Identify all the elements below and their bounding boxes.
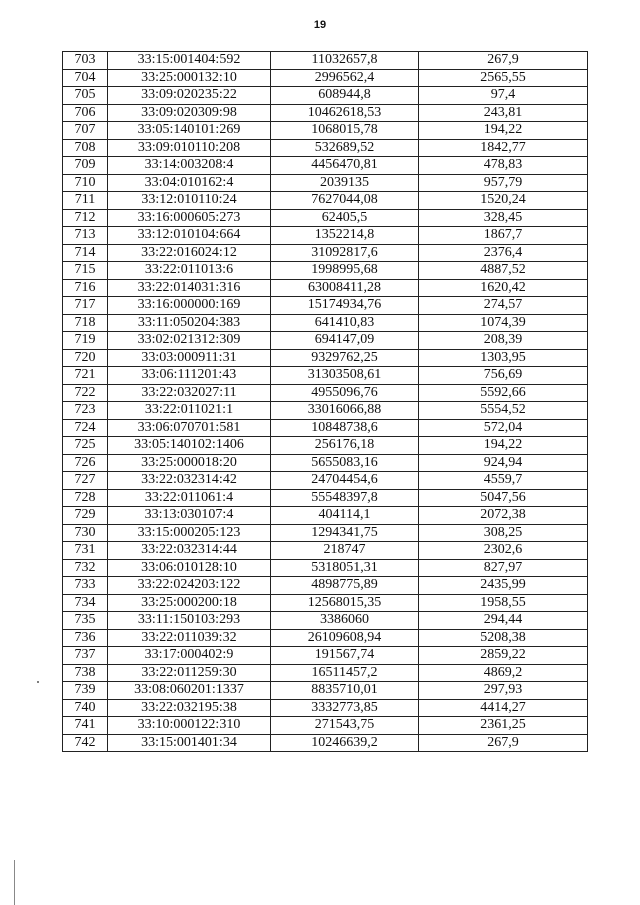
cadastral-number-cell: 33:22:016024:12 — [108, 244, 271, 262]
value-cell: 33016066,88 — [271, 402, 419, 420]
row-number-cell: 710 — [63, 174, 108, 192]
cadastral-number-cell: 33:22:011259:30 — [108, 664, 271, 682]
cadastral-number-cell: 33:17:000402:9 — [108, 647, 271, 665]
cadastral-number-cell: 33:16:000605:273 — [108, 209, 271, 227]
row-number-cell: 740 — [63, 699, 108, 717]
scan-margin-line — [14, 860, 15, 905]
value-cell: 24704454,6 — [271, 472, 419, 490]
value-cell: 2039135 — [271, 174, 419, 192]
data-table — [62, 51, 588, 752]
table-row — [63, 314, 588, 332]
row-number-cell: 727 — [63, 472, 108, 490]
value-cell: 404114,1 — [271, 507, 419, 525]
cadastral-number-cell: 33:22:011061:4 — [108, 489, 271, 507]
row-number-cell: 706 — [63, 104, 108, 122]
table-row — [63, 629, 588, 647]
table-row — [63, 69, 588, 87]
row-number-cell: 738 — [63, 664, 108, 682]
table-row — [63, 542, 588, 560]
cadastral-number-cell: 33:09:020309:98 — [108, 104, 271, 122]
row-number-cell: 714 — [63, 244, 108, 262]
amount-cell: 4414,27 — [419, 699, 588, 717]
row-number-cell: 716 — [63, 279, 108, 297]
table-row — [63, 192, 588, 210]
amount-cell: 297,93 — [419, 682, 588, 700]
table-row — [63, 367, 588, 385]
cadastral-number-cell: 33:25:000132:10 — [108, 69, 271, 87]
amount-cell: 97,4 — [419, 87, 588, 105]
amount-cell: 2361,25 — [419, 717, 588, 735]
amount-cell: 194,22 — [419, 122, 588, 140]
value-cell: 55548397,8 — [271, 489, 419, 507]
cadastral-number-cell: 33:13:030107:4 — [108, 507, 271, 525]
row-number-cell: 730 — [63, 524, 108, 542]
amount-cell: 5208,38 — [419, 629, 588, 647]
table-row — [63, 122, 588, 140]
table-row — [63, 664, 588, 682]
table-body — [63, 52, 588, 752]
row-number-cell: 742 — [63, 734, 108, 752]
amount-cell: 957,79 — [419, 174, 588, 192]
table-row — [63, 717, 588, 735]
value-cell: 3386060 — [271, 612, 419, 630]
amount-cell: 2302,6 — [419, 542, 588, 560]
value-cell: 12568015,35 — [271, 594, 419, 612]
cadastral-number-cell: 33:25:000018:20 — [108, 454, 271, 472]
cadastral-number-cell: 33:25:000200:18 — [108, 594, 271, 612]
value-cell: 31092817,6 — [271, 244, 419, 262]
cadastral-number-cell: 33:06:010128:10 — [108, 559, 271, 577]
scan-speck — [37, 681, 39, 683]
value-cell: 532689,52 — [271, 139, 419, 157]
value-cell: 1352214,8 — [271, 227, 419, 245]
row-number-cell: 736 — [63, 629, 108, 647]
amount-cell: 2376,4 — [419, 244, 588, 262]
cadastral-number-cell: 33:14:003208:4 — [108, 157, 271, 175]
value-cell: 256176,18 — [271, 437, 419, 455]
amount-cell: 478,83 — [419, 157, 588, 175]
amount-cell: 1867,7 — [419, 227, 588, 245]
row-number-cell: 718 — [63, 314, 108, 332]
value-cell: 31303508,61 — [271, 367, 419, 385]
amount-cell: 827,97 — [419, 559, 588, 577]
row-number-cell: 737 — [63, 647, 108, 665]
amount-cell: 5554,52 — [419, 402, 588, 420]
value-cell: 641410,83 — [271, 314, 419, 332]
value-cell: 9329762,25 — [271, 349, 419, 367]
row-number-cell: 713 — [63, 227, 108, 245]
cadastral-number-cell: 33:22:032195:38 — [108, 699, 271, 717]
table-row — [63, 419, 588, 437]
table-row — [63, 612, 588, 630]
row-number-cell: 723 — [63, 402, 108, 420]
value-cell: 10848738,6 — [271, 419, 419, 437]
table-row — [63, 559, 588, 577]
table-row — [63, 52, 588, 70]
value-cell: 10462618,53 — [271, 104, 419, 122]
table-row — [63, 524, 588, 542]
table-row — [63, 384, 588, 402]
amount-cell: 1842,77 — [419, 139, 588, 157]
value-cell: 10246639,2 — [271, 734, 419, 752]
cadastral-number-cell: 33:22:011039:32 — [108, 629, 271, 647]
table-row — [63, 577, 588, 595]
amount-cell: 267,9 — [419, 734, 588, 752]
cadastral-number-cell: 33:22:014031:316 — [108, 279, 271, 297]
row-number-cell: 725 — [63, 437, 108, 455]
value-cell: 4955096,76 — [271, 384, 419, 402]
row-number-cell: 703 — [63, 52, 108, 70]
value-cell: 2996562,4 — [271, 69, 419, 87]
cadastral-number-cell: 33:15:001401:34 — [108, 734, 271, 752]
amount-cell: 243,81 — [419, 104, 588, 122]
value-cell: 11032657,8 — [271, 52, 419, 70]
cadastral-number-cell: 33:12:010110:24 — [108, 192, 271, 210]
row-number-cell: 739 — [63, 682, 108, 700]
amount-cell: 4869,2 — [419, 664, 588, 682]
value-cell: 26109608,94 — [271, 629, 419, 647]
value-cell: 271543,75 — [271, 717, 419, 735]
amount-cell: 194,22 — [419, 437, 588, 455]
value-cell: 16511457,2 — [271, 664, 419, 682]
table-row — [63, 87, 588, 105]
value-cell: 608944,8 — [271, 87, 419, 105]
amount-cell: 572,04 — [419, 419, 588, 437]
cadastral-number-cell: 33:03:000911:31 — [108, 349, 271, 367]
amount-cell: 208,39 — [419, 332, 588, 350]
cadastral-number-cell: 33:22:032027:11 — [108, 384, 271, 402]
cadastral-number-cell: 33:11:050204:383 — [108, 314, 271, 332]
row-number-cell: 704 — [63, 69, 108, 87]
amount-cell: 756,69 — [419, 367, 588, 385]
amount-cell: 294,44 — [419, 612, 588, 630]
amount-cell: 4887,52 — [419, 262, 588, 280]
row-number-cell: 735 — [63, 612, 108, 630]
amount-cell: 4559,7 — [419, 472, 588, 490]
cadastral-number-cell: 33:06:070701:581 — [108, 419, 271, 437]
row-number-cell: 728 — [63, 489, 108, 507]
row-number-cell: 719 — [63, 332, 108, 350]
row-number-cell: 712 — [63, 209, 108, 227]
value-cell: 1294341,75 — [271, 524, 419, 542]
row-number-cell: 709 — [63, 157, 108, 175]
amount-cell: 328,45 — [419, 209, 588, 227]
cadastral-number-cell: 33:08:060201:1337 — [108, 682, 271, 700]
row-number-cell: 734 — [63, 594, 108, 612]
amount-cell: 5047,56 — [419, 489, 588, 507]
cadastral-number-cell: 33:22:024203:122 — [108, 577, 271, 595]
table-row — [63, 647, 588, 665]
table-row — [63, 332, 588, 350]
cadastral-number-cell: 33:16:000000:169 — [108, 297, 271, 315]
value-cell: 15174934,76 — [271, 297, 419, 315]
cadastral-number-cell: 33:22:032314:42 — [108, 472, 271, 490]
value-cell: 191567,74 — [271, 647, 419, 665]
amount-cell: 5592,66 — [419, 384, 588, 402]
table-row — [63, 402, 588, 420]
page-number: 19 — [313, 19, 327, 31]
amount-cell: 1074,39 — [419, 314, 588, 332]
value-cell: 62405,5 — [271, 209, 419, 227]
row-number-cell: 721 — [63, 367, 108, 385]
table-row — [63, 139, 588, 157]
value-cell: 694147,09 — [271, 332, 419, 350]
row-number-cell: 732 — [63, 559, 108, 577]
value-cell: 8835710,01 — [271, 682, 419, 700]
table-row — [63, 262, 588, 280]
value-cell: 5655083,16 — [271, 454, 419, 472]
amount-cell: 1958,55 — [419, 594, 588, 612]
row-number-cell: 722 — [63, 384, 108, 402]
cadastral-number-cell: 33:09:010110:208 — [108, 139, 271, 157]
table-row — [63, 157, 588, 175]
value-cell: 63008411,28 — [271, 279, 419, 297]
value-cell: 5318051,31 — [271, 559, 419, 577]
row-number-cell: 724 — [63, 419, 108, 437]
table-row — [63, 682, 588, 700]
table-row — [63, 489, 588, 507]
table-row — [63, 104, 588, 122]
row-number-cell: 715 — [63, 262, 108, 280]
table-row — [63, 279, 588, 297]
amount-cell: 308,25 — [419, 524, 588, 542]
table-row — [63, 507, 588, 525]
cadastral-number-cell: 33:11:150103:293 — [108, 612, 271, 630]
row-number-cell: 741 — [63, 717, 108, 735]
table-row — [63, 209, 588, 227]
amount-cell: 1620,42 — [419, 279, 588, 297]
value-cell: 4898775,89 — [271, 577, 419, 595]
amount-cell: 924,94 — [419, 454, 588, 472]
amount-cell: 274,57 — [419, 297, 588, 315]
cadastral-number-cell: 33:05:140101:269 — [108, 122, 271, 140]
table-row — [63, 437, 588, 455]
row-number-cell: 729 — [63, 507, 108, 525]
cadastral-number-cell: 33:12:010104:664 — [108, 227, 271, 245]
table-row — [63, 244, 588, 262]
row-number-cell: 726 — [63, 454, 108, 472]
value-cell: 218747 — [271, 542, 419, 560]
value-cell: 1998995,68 — [271, 262, 419, 280]
cadastral-number-cell: 33:05:140102:1406 — [108, 437, 271, 455]
cadastral-number-cell: 33:22:011013:6 — [108, 262, 271, 280]
row-number-cell: 731 — [63, 542, 108, 560]
cadastral-number-cell: 33:15:000205:123 — [108, 524, 271, 542]
amount-cell: 2435,99 — [419, 577, 588, 595]
amount-cell: 2072,38 — [419, 507, 588, 525]
table-row — [63, 297, 588, 315]
row-number-cell: 733 — [63, 577, 108, 595]
table-row — [63, 349, 588, 367]
value-cell: 7627044,08 — [271, 192, 419, 210]
table-row — [63, 594, 588, 612]
cadastral-number-cell: 33:10:000122:310 — [108, 717, 271, 735]
value-cell: 1068015,78 — [271, 122, 419, 140]
cadastral-number-cell: 33:22:032314:44 — [108, 542, 271, 560]
amount-cell: 267,9 — [419, 52, 588, 70]
row-number-cell: 705 — [63, 87, 108, 105]
table-row — [63, 472, 588, 490]
row-number-cell: 711 — [63, 192, 108, 210]
amount-cell: 2859,22 — [419, 647, 588, 665]
cadastral-number-cell: 33:09:020235:22 — [108, 87, 271, 105]
cadastral-number-cell: 33:04:010162:4 — [108, 174, 271, 192]
cadastral-number-cell: 33:06:111201:43 — [108, 367, 271, 385]
amount-cell: 1303,95 — [419, 349, 588, 367]
row-number-cell: 707 — [63, 122, 108, 140]
value-cell: 3332773,85 — [271, 699, 419, 717]
table-row — [63, 454, 588, 472]
row-number-cell: 708 — [63, 139, 108, 157]
table-row — [63, 699, 588, 717]
row-number-cell: 717 — [63, 297, 108, 315]
amount-cell: 1520,24 — [419, 192, 588, 210]
table-row — [63, 227, 588, 245]
value-cell: 4456470,81 — [271, 157, 419, 175]
amount-cell: 2565,55 — [419, 69, 588, 87]
cadastral-number-cell: 33:22:011021:1 — [108, 402, 271, 420]
table-row — [63, 174, 588, 192]
table-row — [63, 734, 588, 752]
cadastral-number-cell: 33:02:021312:309 — [108, 332, 271, 350]
row-number-cell: 720 — [63, 349, 108, 367]
cadastral-number-cell: 33:15:001404:592 — [108, 52, 271, 70]
